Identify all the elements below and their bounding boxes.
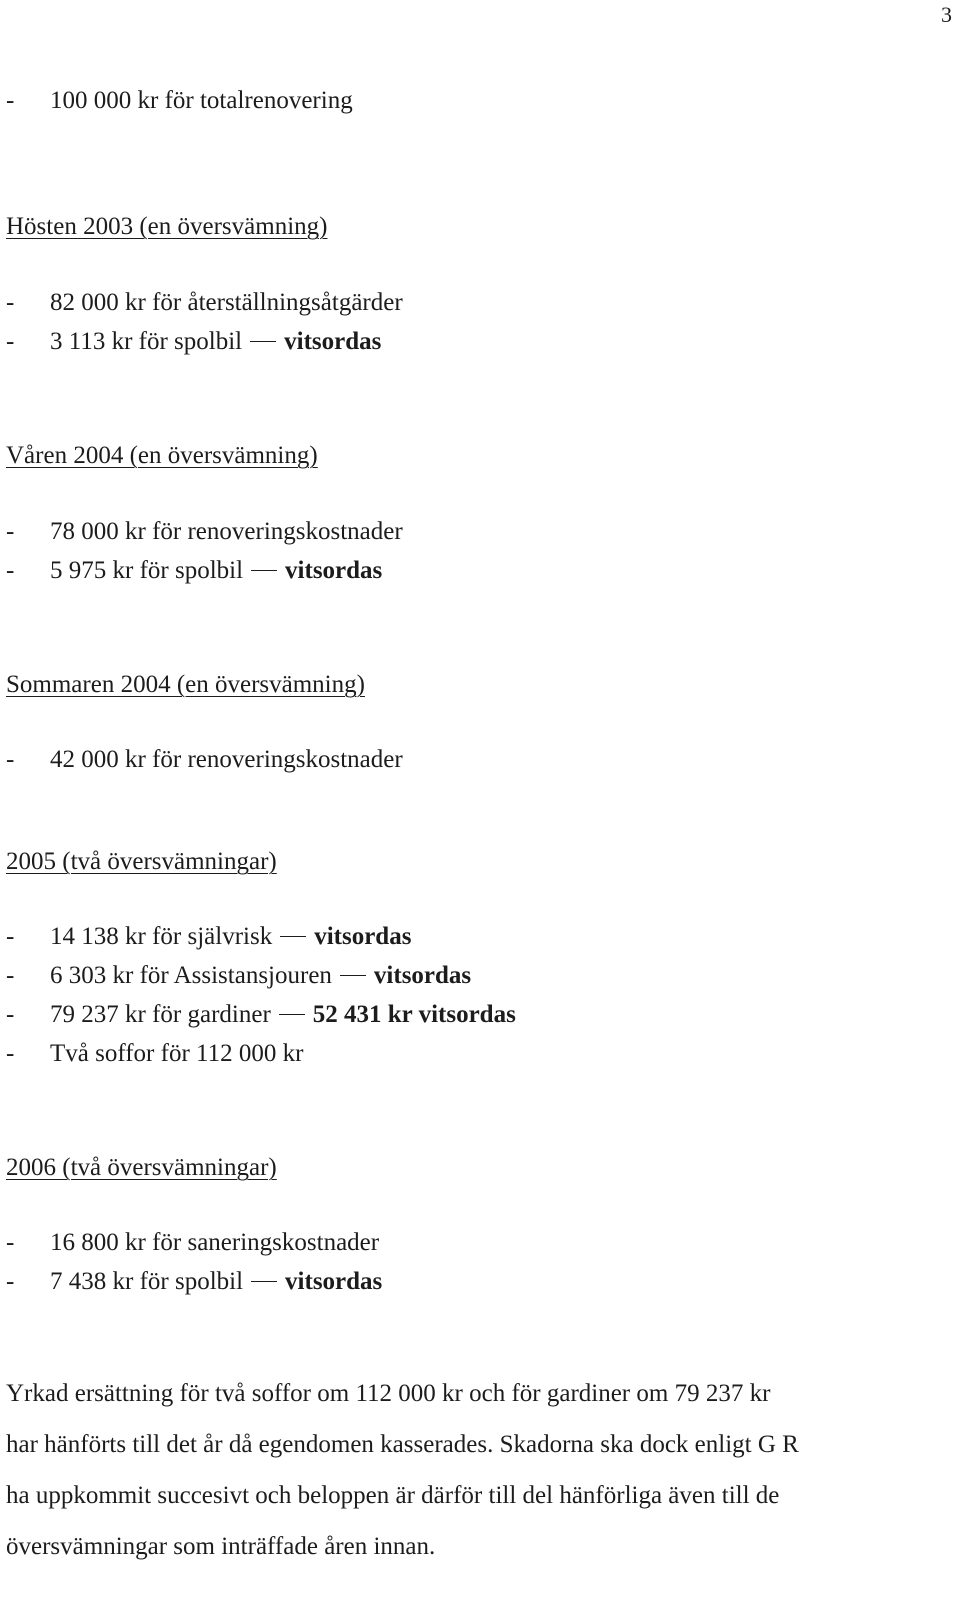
list-item — [6, 327, 381, 357]
approval-note: 52 431 kr vitsordas — [312, 1001, 516, 1028]
section-heading: Våren 2004 (en översvämning) — [6, 442, 318, 469]
body-paragraph — [6, 1368, 946, 1572]
list-item — [6, 288, 403, 318]
list-item-text: 6 303 kr för Assistansjouren — [50, 962, 332, 989]
section-heading: Sommaren 2004 (en översvämning) — [6, 671, 365, 698]
list-item-text: 100 000 kr för totalrenovering — [50, 87, 353, 114]
list-item-text: 3 113 kr för spolbil — [50, 328, 243, 355]
paragraph-line: ha uppkommit succesivt och beloppen är därför till del hänförliga även till de — [6, 1482, 780, 1509]
page-number: 3 — [941, 2, 952, 27]
list-dash: - — [6, 1001, 15, 1028]
paragraph-line: Yrkad ersättning för två soffor om 112 000 kr och för gardiner om 79 237 kr — [6, 1380, 771, 1407]
dash-separator — [280, 936, 306, 937]
list-item-text: 5 975 kr för spolbil — [50, 557, 244, 584]
dash-separator — [251, 1281, 277, 1282]
dash-separator — [250, 341, 276, 342]
list-item — [6, 86, 353, 116]
list-item — [6, 1039, 303, 1069]
approval-note: vitsordas — [285, 1268, 383, 1295]
list-item — [6, 1228, 379, 1258]
section-heading: 2006 (två översvämningar) — [6, 1154, 277, 1181]
list-dash: - — [6, 1040, 15, 1067]
list-dash: - — [6, 1229, 15, 1256]
list-item — [6, 961, 471, 991]
list-item — [6, 517, 403, 547]
list-item — [6, 1000, 516, 1030]
dash-separator — [251, 570, 277, 571]
list-dash: - — [6, 962, 15, 989]
list-item-text: 79 237 kr för gardiner — [50, 1001, 271, 1028]
paragraph-line: har hänförts till det år då egendomen kasserades. Skadorna ska dock enligt G R — [6, 1431, 799, 1458]
list-dash: - — [6, 289, 15, 316]
list-dash: - — [6, 746, 15, 773]
approval-note: vitsordas — [314, 923, 412, 950]
approval-note: vitsordas — [284, 328, 382, 355]
list-item-text: Två soffor för 112 000 kr — [50, 1040, 304, 1067]
list-item — [6, 556, 382, 586]
list-dash: - — [6, 557, 15, 584]
paragraph-line: översvämningar som inträffade åren innan. — [6, 1533, 436, 1560]
list-item-text: 82 000 kr för återställningsåtgärder — [50, 289, 403, 316]
section-heading: Hösten 2003 (en översvämning) — [6, 213, 328, 240]
list-dash: - — [6, 923, 15, 950]
section-heading: 2005 (två översvämningar) — [6, 848, 277, 875]
list-item-text: 14 138 kr för självrisk — [50, 923, 273, 950]
list-item-text: 78 000 kr för renoveringskostnader — [50, 518, 403, 545]
list-item — [6, 1267, 382, 1297]
list-item-text: 7 438 kr för spolbil — [50, 1268, 244, 1295]
dash-separator — [340, 975, 366, 976]
list-item — [6, 745, 403, 775]
list-dash: - — [6, 328, 15, 355]
dash-separator — [279, 1014, 305, 1015]
approval-note: vitsordas — [285, 557, 383, 584]
approval-note: vitsordas — [373, 962, 472, 989]
list-dash: - — [6, 518, 15, 545]
list-dash: - — [6, 1268, 15, 1295]
list-item-text: 42 000 kr för renoveringskostnader — [50, 746, 403, 773]
list-dash: - — [6, 87, 15, 114]
list-item-text: 16 800 kr för saneringskostnader — [50, 1229, 380, 1256]
list-item — [6, 922, 411, 952]
